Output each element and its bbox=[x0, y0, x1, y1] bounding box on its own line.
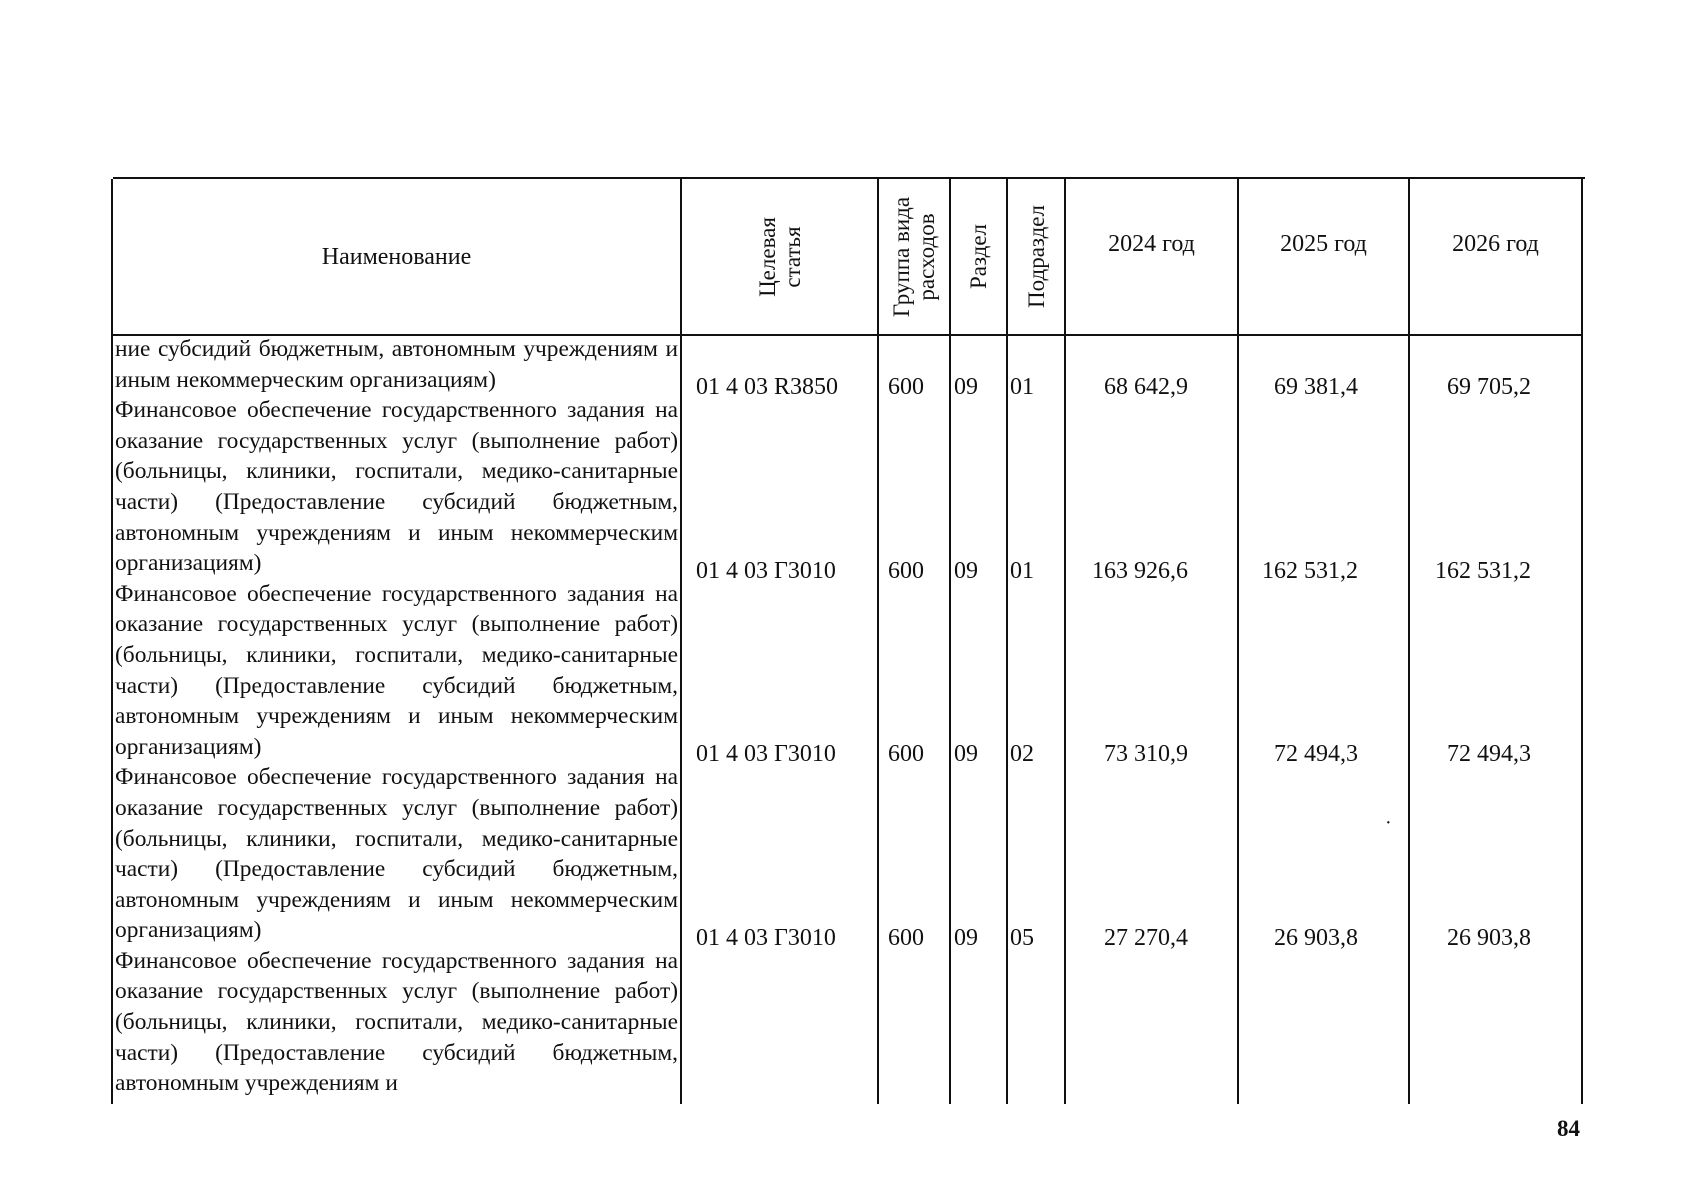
amount-2025-cell: 72 494,3 bbox=[1274, 741, 1358, 767]
target-article-cell: 01 4 03 Г3010 bbox=[696, 558, 836, 584]
description-paragraph: Финансовое обеспечение государственного задания на оказание государственных услуг (выполнение работ) (больницы, клиники, госпитали, медико-санитарные части) (Предоставление субсидий бюджетным, автономным учреждениям и bbox=[115, 947, 678, 1097]
header-section bbox=[951, 179, 1006, 334]
header-expense-group bbox=[879, 179, 949, 334]
description-paragraph: Финансовое обеспечение государственного задания на оказание государственных услуг (выполнение работ) (больницы, клиники, госпитали, медико-санитарные части) (Предоставление субсидий бюджетным, автономным учреждениям и иным некоммерческим организациям) bbox=[115, 580, 678, 760]
column-divider bbox=[1237, 179, 1239, 1104]
description-column bbox=[115, 334, 678, 1099]
header-target-line1: Целевая bbox=[754, 216, 780, 297]
expense-group-cell: 600 bbox=[888, 925, 924, 951]
section-cell: 09 bbox=[954, 925, 978, 951]
expense-group-cell: 600 bbox=[888, 374, 924, 400]
amount-2024-cell: 73 310,9 bbox=[1104, 741, 1188, 767]
subsection-cell: 01 bbox=[1010, 558, 1034, 584]
amount-2025-cell: 69 381,4 bbox=[1274, 374, 1358, 400]
amount-2024-cell: 68 642,9 bbox=[1104, 374, 1188, 400]
description-paragraph: Финансовое обеспечение государственного задания на оказание государственных услуг (выполнение работ) (больницы, клиники, госпитали, медико-санитарные части) (Предоставление субсидий бюджетным, автономным учреждениям и иным некоммерческим организациям) bbox=[115, 397, 678, 577]
section-cell: 09 bbox=[954, 741, 978, 767]
section-cell: 09 bbox=[954, 558, 978, 584]
expense-group-cell: 600 bbox=[888, 741, 924, 767]
budget-table bbox=[113, 177, 1585, 1104]
header-name bbox=[113, 179, 680, 334]
amount-2025-cell: 162 531,2 bbox=[1262, 558, 1358, 584]
target-article-cell: 01 4 03 Г3010 bbox=[696, 741, 836, 767]
column-divider bbox=[1581, 179, 1583, 1104]
header-year-2025: 2025 год bbox=[1280, 231, 1367, 257]
amount-2026-cell: 69 705,2 bbox=[1447, 374, 1531, 400]
header-group-line2: расходов bbox=[914, 212, 940, 301]
subsection-cell: 05 bbox=[1010, 925, 1034, 951]
amount-2026-cell: 72 494,3 bbox=[1447, 741, 1531, 767]
amount-2026-cell: 162 531,2 bbox=[1435, 558, 1531, 584]
section-cell: 09 bbox=[954, 374, 978, 400]
scan-artifact-dot: · bbox=[1385, 812, 1392, 834]
subsection-cell: 01 bbox=[1010, 374, 1034, 400]
target-article-cell: 01 4 03 R3850 bbox=[696, 374, 839, 400]
amount-2025-cell: 26 903,8 bbox=[1274, 925, 1358, 951]
header-year-2024: 2024 год bbox=[1108, 231, 1195, 257]
header-group-line1: Группа вида bbox=[889, 196, 915, 317]
header-section-text: Раздел bbox=[966, 223, 991, 290]
header-target-line2: статья bbox=[779, 225, 805, 288]
target-article-cell: 01 4 03 Г3010 bbox=[696, 925, 836, 951]
amount-2026-cell: 26 903,8 bbox=[1447, 925, 1531, 951]
column-divider bbox=[1064, 179, 1066, 1104]
column-divider bbox=[1408, 179, 1410, 1104]
header-subsection-text: Подраздел bbox=[1023, 205, 1049, 308]
amount-2024-cell: 163 926,6 bbox=[1092, 558, 1188, 584]
header-name-text: Наименование bbox=[321, 243, 472, 270]
page-number: 84 bbox=[1557, 1116, 1580, 1141]
header-target-article bbox=[682, 179, 877, 334]
amount-2024-cell: 27 270,4 bbox=[1104, 925, 1188, 951]
description-paragraph: ние субсидий бюджетным, автономным учреждениям и иным некоммерческим организациям) bbox=[115, 336, 678, 393]
description-paragraph: Финансовое обеспечение государственного задания на оказание государственных услуг (выполнение работ) (больницы, клиники, госпитали, медико-санитарные части) (Предоставление субсидий бюджетным, автономным учреждениям и иным некоммерческим организациям) bbox=[115, 764, 678, 944]
expense-group-cell: 600 bbox=[888, 558, 924, 584]
header-year-2026: 2026 год bbox=[1452, 231, 1539, 257]
subsection-cell: 02 bbox=[1010, 741, 1034, 767]
header-subsection bbox=[1008, 179, 1064, 334]
